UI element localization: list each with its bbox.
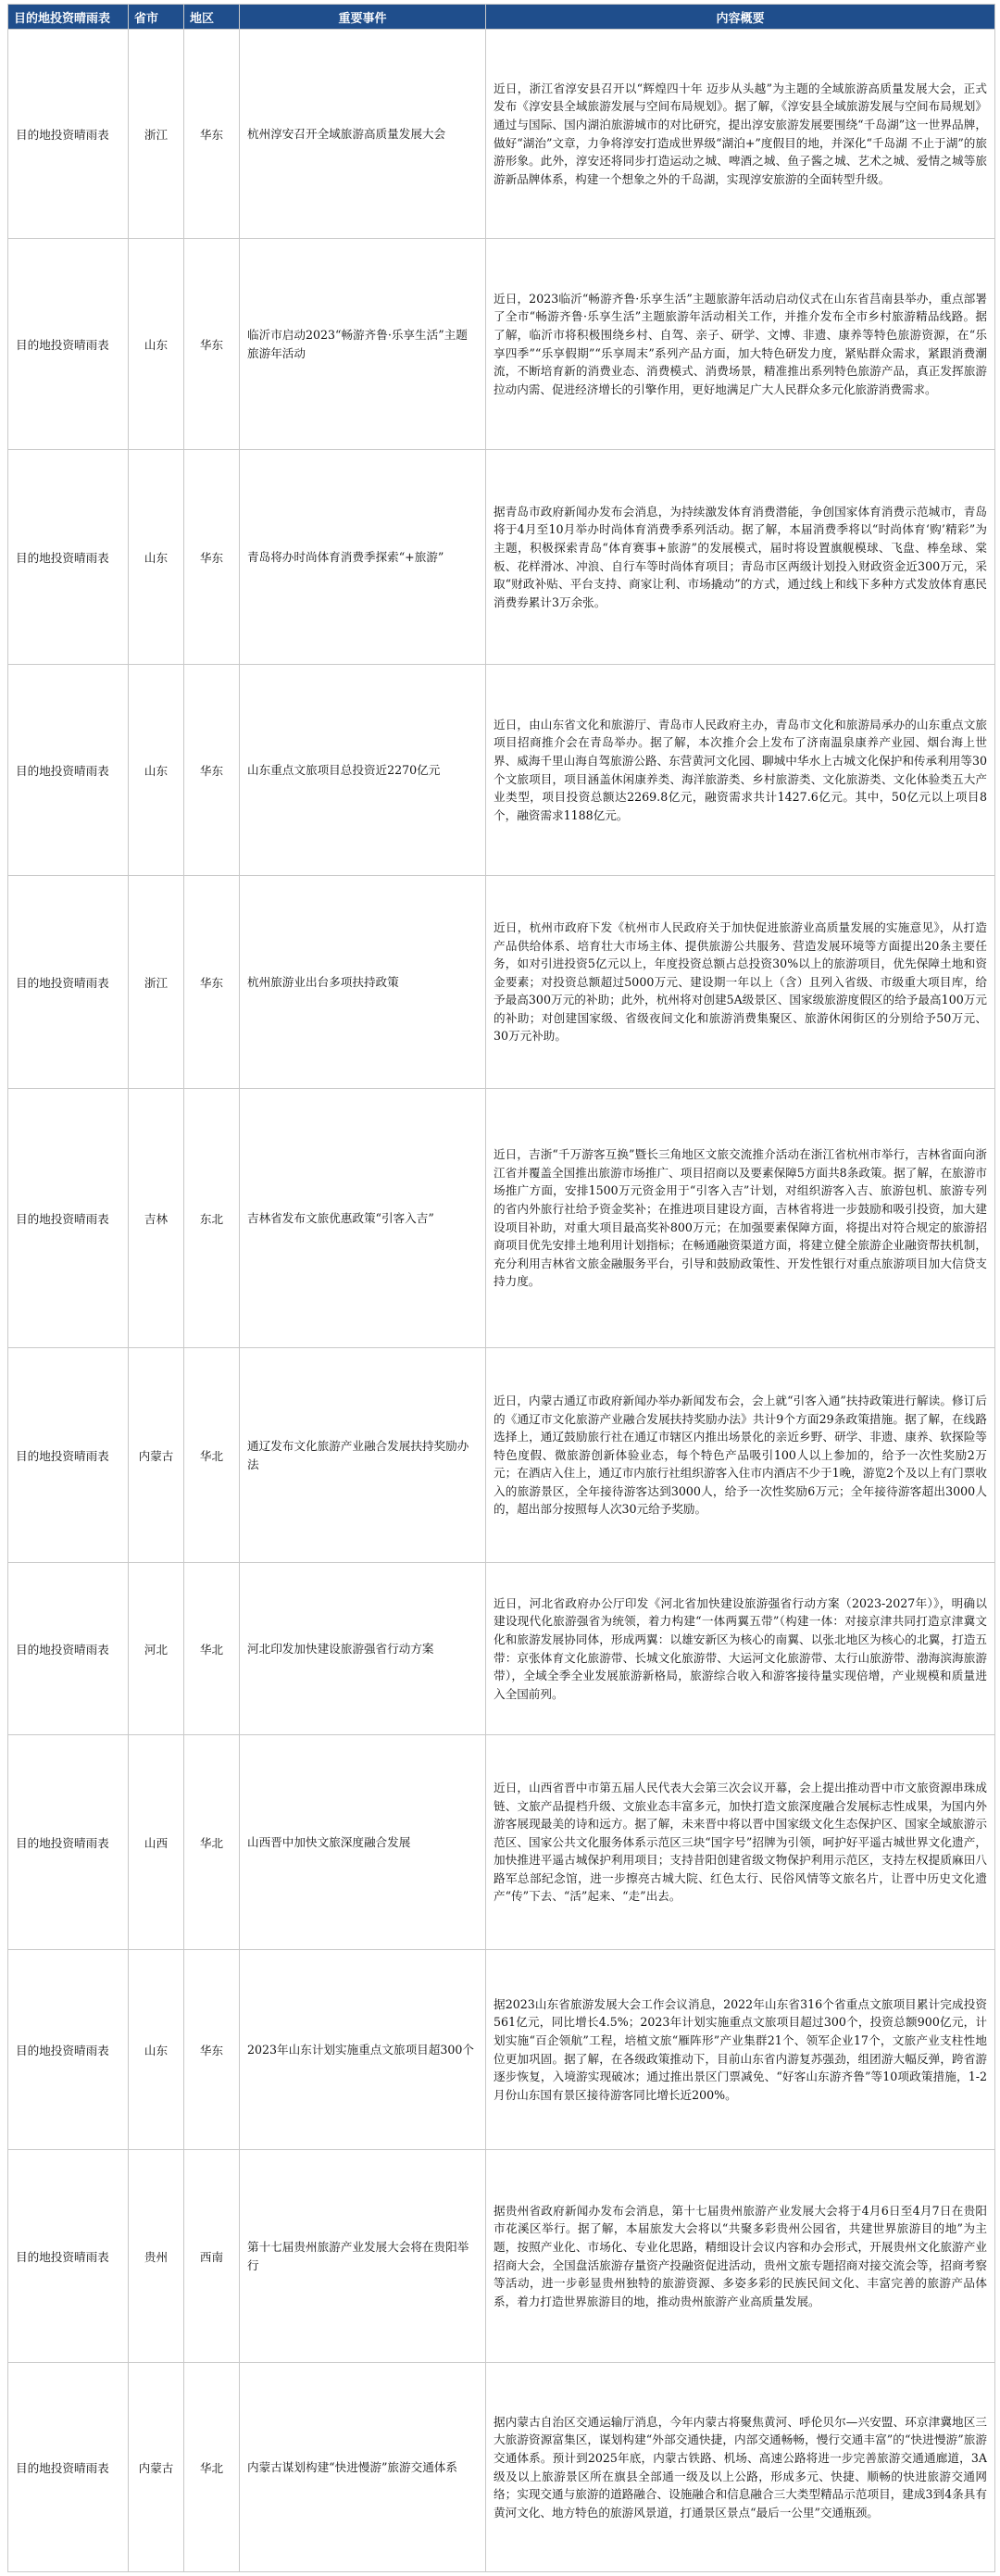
cell-event: 杭州淳安召开全域旅游高质量发展大会 [240, 30, 486, 239]
cell-region: 华东 [184, 665, 240, 876]
cell-category: 目的地投资晴雨表 [8, 1950, 129, 2150]
investment-barometer-table-wrap [7, 4, 994, 2572]
cell-region: 华北 [184, 1735, 240, 1950]
cell-event: 山西晋中加快文旅深度融合发展 [240, 1735, 486, 1950]
header-category: 目的地投资晴雨表 [8, 5, 129, 30]
cell-region: 华北 [184, 1348, 240, 1563]
cell-region: 华北 [184, 1563, 240, 1735]
cell-summary: 近日，2023临沂“畅游齐鲁·乐享生活”主题旅游年活动启动仪式在山东省莒南县举办，重点部署了全市“畅游齐鲁·乐享生活”主题旅游年活动相关工作，并推介发布全市乡村旅游精品线路。据了解，临沂市将积极围绕乡村、自驾、亲子、研学、文博、非遗、康养等特色旅游资源，在“乐享四季”“乐享假期”“乐享周末”系列产品方面，加大特色研发力度，紧贴群众需求，紧跟消费潮流，不断培育新的消费业态、消费模式、消费场景，精准推出系列特色旅游产品，真正发挥旅游拉动内需、促进经济增长的引擎作用，更好地满足广大人民群众多元化旅游消费需求。 [486, 239, 995, 450]
table-row [8, 876, 995, 1089]
cell-region: 华东 [184, 239, 240, 450]
cell-province: 贵州 [129, 2150, 184, 2363]
header-event: 重要事件 [240, 5, 486, 30]
cell-event: 第十七届贵州旅游产业发展大会将在贵阳举行 [240, 2150, 486, 2363]
header-province: 省市 [129, 5, 184, 30]
cell-event: 吉林省发布文旅优惠政策“引客入吉” [240, 1089, 486, 1348]
cell-summary: 近日，浙江省淳安县召开以“辉煌四十年 迈步从头越”为主题的全域旅游高质量发展大会，正式发布《淳安县全域旅游发展与空间布局规划》。据了解，《淳安县全域旅游发展与空间布局规划》通过与国际、国内湖泊旅游城市的对比研究，提出淳安旅游发展要围绕“千岛湖”这一世界品牌，做好“湖治”文章，力争将淳安打造成世界级“湖泊+”度假目的地，并深化“千岛湖 不止于湖”的旅游形象。此外，淳安还将同步打造运动之城、啤酒之城、鱼子酱之城、艺术之城、爱情之城等旅游新品牌体系，构建一个想象之外的千岛湖，实现淳安旅游的全面转型升级。 [486, 30, 995, 239]
cell-category: 目的地投资晴雨表 [8, 1735, 129, 1950]
cell-summary: 据青岛市政府新闻办发布会消息，为持续激发体育消费潜能，争创国家体育消费示范城市，青岛将于4月至10月举办时尚体育消费季系列活动。据了解，本届消费季将以“时尚体育‘购’精彩”为主题，积极探索青岛“体育赛事+旅游”的发展模式，届时将设置旗舰模球、飞盘、棒垒球、棠板、花样滑冰、冲浪、自行车等时尚体育项目；青岛市区两级计划投入财政资金近300万元，采取“财政补贴、平台支持、商家让利、市场撬动”的方式，通过线上和线下多种方式发放体育惠民消费券累计3万余张。 [486, 450, 995, 665]
cell-province: 山西 [129, 1735, 184, 1950]
cell-event: 青岛将办时尚体育消费季探索“+旅游” [240, 450, 486, 665]
cell-province: 浙江 [129, 30, 184, 239]
cell-event: 河北印发加快建设旅游强省行动方案 [240, 1563, 486, 1735]
cell-summary: 近日，由山东省文化和旅游厅、青岛市人民政府主办，青岛市文化和旅游局承办的山东重点文旅项目招商推介会在青岛举办。据了解，本次推介会上发布了济南温泉康养产业园、烟台海上世界、威海千里山海自驾旅游公路、东营黄河文化园、聊城中华水上古城文化保护和传承利用等30个文旅项目，项目涵盖休闲康养类、海洋旅游类、乡村旅游类、文化旅游类、文化体验类五大产业类型，项目投资总额达2269.8亿元，融资需求共计1427.6亿元。其中，50亿元以上项目8个，融资需求1188亿元。 [486, 665, 995, 876]
cell-category: 目的地投资晴雨表 [8, 876, 129, 1089]
cell-region: 华东 [184, 450, 240, 665]
table-row [8, 30, 995, 239]
cell-event: 内蒙古谋划构建“快进慢游”旅游交通体系 [240, 2363, 486, 2572]
cell-province: 山东 [129, 450, 184, 665]
cell-event: 通辽发布文化旅游产业融合发展扶持奖励办法 [240, 1348, 486, 1563]
cell-summary: 近日，山西省晋中市第五届人民代表大会第三次会议开幕，会上提出推动晋中市文旅资源串珠成链、文旅产品提档升级、文旅业态丰富多元，加快打造文旅深度融合发展标志性成果，为国内外游客展现最美的诗和远方。据了解，未来晋中将以晋中国家级文化生态保护区、国家全域旅游示范区、国家公共文化服务体系示范区三块“国字号”招牌为引领，呵护好平遥古城世界文化遗产，加快推进平遥古城保护利用项目；支持昔阳创建省级文物保护利用示范区，支持左权提质麻田八路军总部纪念馆，进一步擦亮古城大院、红色太行、民俗风情等文旅名片，让晋中历史文化遗产“传”下去、“活”起来、“走”出去。 [486, 1735, 995, 1950]
table-row [8, 1348, 995, 1563]
cell-province: 内蒙古 [129, 2363, 184, 2572]
cell-region: 华北 [184, 2363, 240, 2572]
cell-event: 杭州旅游业出台多项扶持政策 [240, 876, 486, 1089]
cell-region: 华东 [184, 876, 240, 1089]
cell-category: 目的地投资晴雨表 [8, 665, 129, 876]
header-summary: 内容概要 [486, 5, 995, 30]
cell-summary: 据贵州省政府新闻办发布会消息，第十七届贵州旅游产业发展大会将于4月6日至4月7日在贵阳市花溪区举行。据了解，本届旅发大会将以“共聚多彩贵州公园省，共建世界旅游目的地”为主题，按照产业化、市场化、专业化思路，精细设计会议内容和办会形式，开展贵州文化旅游产业招商大会，全国盘活旅游存量资产投融资促进活动，贵州文旅专题招商对接交流会等，招商考察等活动，进一步彰显贵州独特的旅游资源、多姿多彩的民族民间文化、丰富完善的旅游产品体系，着力打造世界旅游目的地，推动贵州旅游产业高质量发展。 [486, 2150, 995, 2363]
table-row [8, 450, 995, 665]
cell-category: 目的地投资晴雨表 [8, 1089, 129, 1348]
cell-province: 山东 [129, 665, 184, 876]
table-row [8, 1735, 995, 1950]
cell-category: 目的地投资晴雨表 [8, 450, 129, 665]
cell-category: 目的地投资晴雨表 [8, 239, 129, 450]
header-row [8, 5, 995, 30]
cell-category: 目的地投资晴雨表 [8, 1348, 129, 1563]
cell-summary: 近日，内蒙古通辽市政府新闻办举办新闻发布会，会上就“引客入通”扶持政策进行解读。修订后的《通辽市文化旅游产业融合发展扶持奖励办法》共计9个方面29条政策措施。据了解，在线路选择上，通辽鼓励旅行社在通辽市辖区内推出场景化的亲近乡野、研学、非遗、康养、软探险等特色度假、微旅游创新体验业态，每个特色产品吸引100人以上参加的，给予一次性奖励2万元；在酒店入住上，通辽市内旅行社组织游客入住市内酒店不少于1晚，游览2个及以上有门票收入的旅游景区，全年接待游客达到3000人，给予一次性奖励6万元；全年接待游客超出3000人的，超出部分按照每人次30元给予奖励。 [486, 1348, 995, 1563]
cell-category: 目的地投资晴雨表 [8, 2363, 129, 2572]
investment-barometer-table [7, 4, 995, 2572]
cell-province: 山东 [129, 239, 184, 450]
cell-category: 目的地投资晴雨表 [8, 2150, 129, 2363]
cell-province: 浙江 [129, 876, 184, 1089]
table-row [8, 1950, 995, 2150]
cell-summary: 据2023山东省旅游发展大会工作会议消息，2022年山东省316个省重点文旅项目累计完成投资561亿元，同比增长4.5%；2023年计划实施重点文旅项目超过300个，投资总额900亿元，计划实施“百企领航”工程，培植文旅“雁阵形”产业集群21个、领军企业17个，文旅产业支柱性地位更加巩固。据了解，在各级政策推动下，目前山东省内游复苏强劲，组团游大幅反弹，跨省游逐步恢复，入境游实现破冰；通过推出景区门票减免、“好客山东游齐鲁”等10项政策措施，1-2月份山东国有景区接待游客同比增长近200%。 [486, 1950, 995, 2150]
cell-category: 目的地投资晴雨表 [8, 1563, 129, 1735]
cell-province: 吉林 [129, 1089, 184, 1348]
table-row [8, 2363, 995, 2572]
cell-category: 目的地投资晴雨表 [8, 30, 129, 239]
table-row [8, 1089, 995, 1348]
cell-region: 西南 [184, 2150, 240, 2363]
cell-event: 临沂市启动2023“畅游齐鲁·乐享生活”主题旅游年活动 [240, 239, 486, 450]
cell-region: 华东 [184, 30, 240, 239]
cell-summary: 近日，杭州市政府下发《杭州市人民政府关于加快促进旅游业高质量发展的实施意见》，从打造产品供给体系、培育壮大市场主体、提供旅游公共服务、营造发展环境等方面提出20条主要任务，如对引进投资5亿元以上，年度投资总额占总投资30%以上的旅游项目，优先保障土地和资金要素；对投资总额超过5000万元、建设期一年以上（含）且列入省级、市级重大项目库，给予最高300万元的补助；此外，杭州将对创建5A级景区、国家级旅游度假区的给予最高100万元的补助；对创建国家级、省级夜间文化和旅游消费集聚区、旅游休闲街区的分别给予50万元、30万元补助。 [486, 876, 995, 1089]
table-row [8, 2150, 995, 2363]
cell-province: 内蒙古 [129, 1348, 184, 1563]
cell-event: 2023年山东计划实施重点文旅项目超300个 [240, 1950, 486, 2150]
cell-region: 华东 [184, 1950, 240, 2150]
table-row [8, 665, 995, 876]
cell-summary: 据内蒙古自治区交通运输厅消息，今年内蒙古将聚焦黄河、呼伦贝尔—兴安盟、环京津冀地区三大旅游资源富集区，谋划构建“外部交通快捷，内部交通畅畅，慢行交通丰富”的“快进慢游”旅游交通体系。预计到2025年底，内蒙古铁路、机场、高速公路将进一步完善旅游交通通廊道，3A级及以上旅游景区所在旗县全部通一级及以上公路，形成多元、快捷、顺畅的快进旅游交通网络；实现交通与旅游的道路融合、设施融合和信息融合三大类型精品示范项目，建成3到4条具有黄河文化、地方特色的旅游风景道，打通景区景点“最后一公里”交通瓶颈。 [486, 2363, 995, 2572]
cell-province: 山东 [129, 1950, 184, 2150]
cell-province: 河北 [129, 1563, 184, 1735]
header-region: 地区 [184, 5, 240, 30]
table-row [8, 239, 995, 450]
table-row [8, 1563, 995, 1735]
cell-event: 山东重点文旅项目总投资近2270亿元 [240, 665, 486, 876]
cell-summary: 近日，吉浙“千万游客互换”暨长三角地区文旅交流推介活动在浙江省杭州市举行，吉林省面向浙江省并覆盖全国推出旅游市场推广、项目招商以及要素保障5方面共8条政策。据了解，在旅游市场推广方面，安排1500万元资金用于“引客入吉”计划，对组织游客入吉、旅游包机、旅游专列的省内外旅行社给予资金奖补；在推进项目建设方面，吉林省将进一步鼓励和吸引投资，加大建设项目补助，对重大项目最高奖补800万元；在加强要素保障方面，将提出对符合规定的旅游招商项目优先安排土地利用计划指标；在畅通融资渠道方面，将建立健全旅游企业融资帮扶机制，充分利用吉林省文旅金融服务平台，引导和鼓励政策性、开发性银行对重点旅游项目加大信贷支持力度。 [486, 1089, 995, 1348]
cell-region: 东北 [184, 1089, 240, 1348]
cell-summary: 近日，河北省政府办公厅印发《河北省加快建设旅游强省行动方案（2023-2027年）》，明确以建设现代化旅游强省为统领，着力构建“一体两翼五带”（构建一体：对接京津共同打造京津冀文化和旅游发展协同体，形成两翼：以雄安新区为核心的南翼、以张北地区为核心的北翼，打造五带：京张体育文化旅游带、长城文化旅游带、大运河文化旅游带、太行山旅游带、渤海滨海旅游带），全域全季全业发展旅游新格局，旅游综合收入和游客接待量实现倍增，产业规模和质量进入全国前列。 [486, 1563, 995, 1735]
